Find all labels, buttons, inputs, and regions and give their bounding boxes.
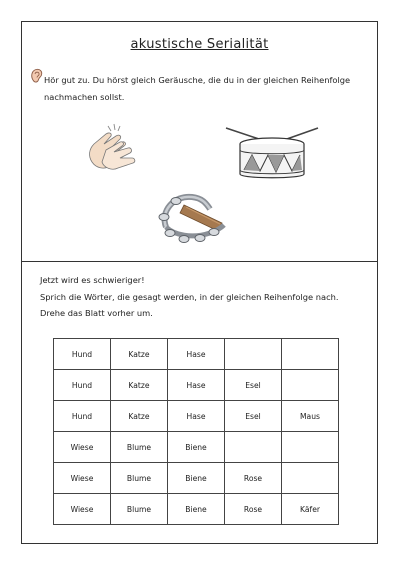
table-cell — [225, 432, 282, 463]
table-cell: Esel — [225, 401, 282, 432]
instruction-line: Jetzt wird es schwieriger! — [40, 275, 145, 285]
table-cell: Blume — [111, 432, 168, 463]
table-cell: Katze — [111, 370, 168, 401]
table-cell: Wiese — [54, 494, 111, 525]
drum-icon — [222, 126, 322, 184]
table-cell: Hase — [168, 370, 225, 401]
instruction-line: Drehe das Blatt vorher um. — [40, 308, 153, 318]
table-cell: Hase — [168, 401, 225, 432]
table-cell — [282, 339, 339, 370]
clapping-hands-icon — [86, 122, 144, 174]
table-cell: Wiese — [54, 463, 111, 494]
table-row — [54, 494, 339, 525]
instruction-line: nachmachen sollst. — [44, 92, 125, 102]
table-cell: Hund — [54, 401, 111, 432]
table-cell: Blume — [111, 494, 168, 525]
table-cell: Biene — [168, 463, 225, 494]
table-row — [54, 432, 339, 463]
table-cell: Rose — [225, 463, 282, 494]
memory-instructions — [40, 272, 370, 322]
table-cell: Blume — [111, 463, 168, 494]
table-cell: Biene — [168, 494, 225, 525]
table-row — [54, 370, 339, 401]
table-cell: Wiese — [54, 432, 111, 463]
instruction-line: Hör gut zu. Du hörst gleich Geräusche, die du in der gleichen Reihenfolge — [44, 75, 351, 85]
table-cell: Biene — [168, 432, 225, 463]
table-row — [54, 401, 339, 432]
table-cell: Käfer — [282, 494, 339, 525]
table-cell — [282, 370, 339, 401]
listening-instructions — [44, 72, 369, 106]
word-sequence-table — [53, 338, 339, 525]
table-cell — [282, 463, 339, 494]
tambourine-icon — [152, 187, 238, 249]
instruction-line: Sprich die Wörter, die gesagt werden, in der gleichen Reihenfolge nach. — [40, 291, 339, 302]
table-cell: Hund — [54, 339, 111, 370]
section-divider — [22, 261, 377, 262]
table-cell: Katze — [111, 339, 168, 370]
table-cell — [225, 339, 282, 370]
table-cell: Katze — [111, 401, 168, 432]
table-cell: Hase — [168, 339, 225, 370]
table-cell: Rose — [225, 494, 282, 525]
table-row — [54, 463, 339, 494]
table-cell: Esel — [225, 370, 282, 401]
table-cell: Maus — [282, 401, 339, 432]
worksheet — [21, 21, 378, 544]
page-title: akustische Serialität — [130, 37, 269, 52]
ear-icon — [30, 68, 43, 84]
table-cell: Hund — [54, 370, 111, 401]
table-row — [54, 339, 339, 370]
table-cell — [282, 432, 339, 463]
